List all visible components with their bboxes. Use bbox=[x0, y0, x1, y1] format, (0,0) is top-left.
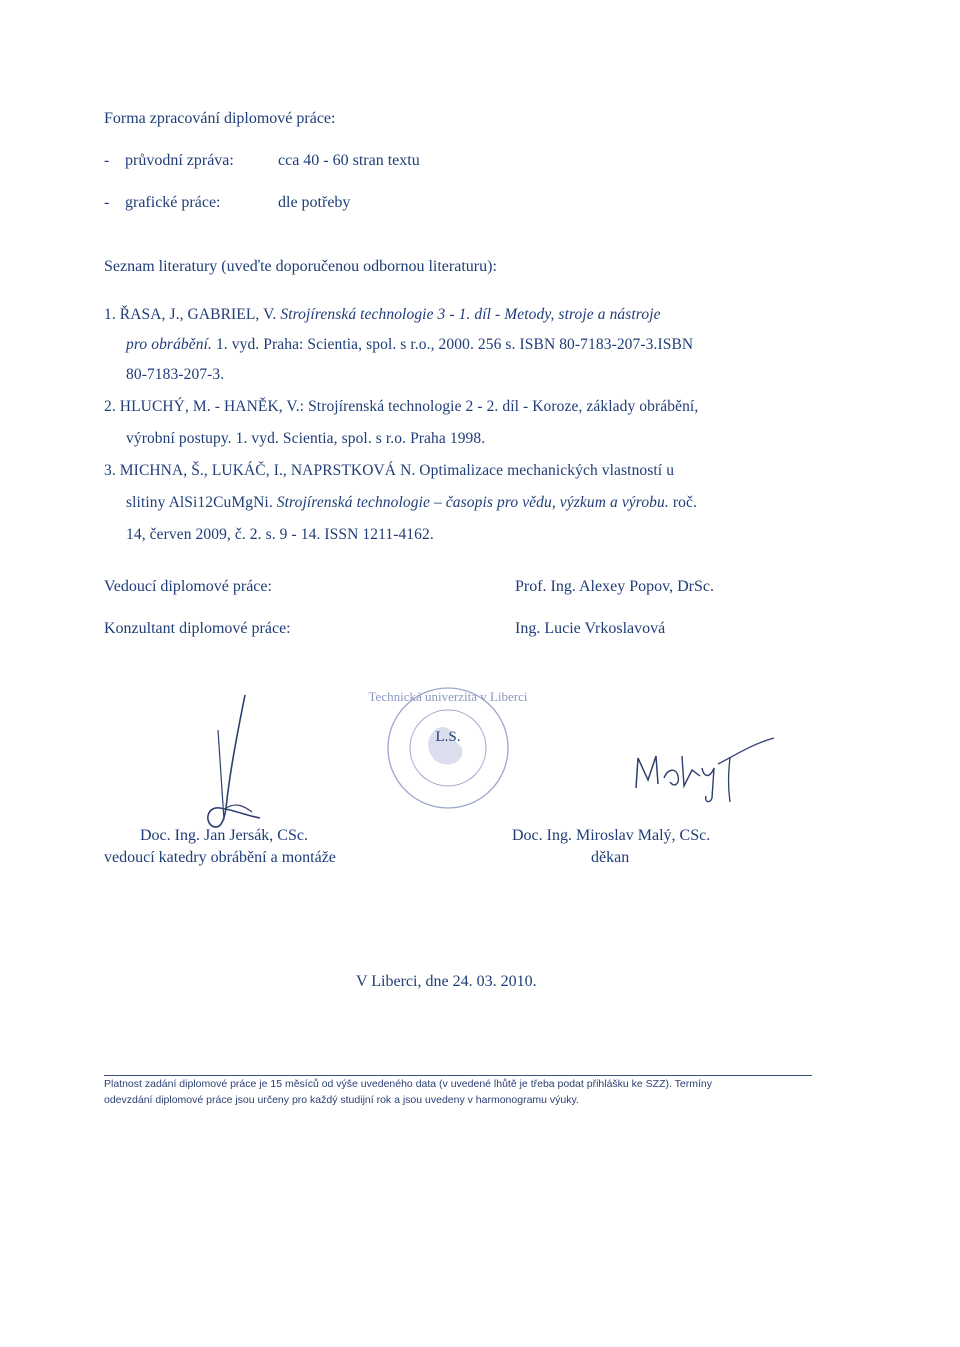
form-item-label: grafické práce: bbox=[125, 194, 221, 211]
supervisor-name: Prof. Ing. Alexey Popov, DrSc. bbox=[515, 578, 714, 595]
reference-1-line-2: pro obrábění. 1. vyd. Praha: Scientia, spol. s r.o., 2000. 256 s. ISBN 80-7183-207-3.ISBN bbox=[126, 336, 694, 353]
reference-2-line-2: výrobní postupy. 1. vyd. Scientia, spol. s r.o. Praha 1998. bbox=[126, 430, 486, 447]
signature-left bbox=[190, 690, 280, 840]
consultant-label: Konzultant diplomové práce: bbox=[104, 620, 291, 637]
university-seal bbox=[368, 683, 528, 813]
reference-3-line-1: 3. MICHNA, Š., LUKÁČ, I., NAPRSTKOVÁ N. Optimalizace mechanických vlastností u bbox=[104, 462, 675, 479]
consultant-name: Ing. Lucie Vrkoslavová bbox=[515, 620, 666, 637]
seal-ls-label: L.S. bbox=[435, 729, 461, 745]
signatory-left-role: vedoucí katedry obrábění a montáže bbox=[104, 849, 336, 866]
form-title: Forma zpracování diplomové práce: bbox=[104, 110, 336, 127]
place-date: V Liberci, dne 24. 03. 2010. bbox=[356, 973, 537, 990]
footnote-divider bbox=[104, 1075, 812, 1076]
signatory-right-role: děkan bbox=[591, 849, 630, 866]
form-item-bullet: - bbox=[104, 194, 110, 211]
seal-text: Technická univerzita v Liberci bbox=[368, 689, 528, 704]
form-item-bullet: - bbox=[104, 152, 110, 169]
reference-3-line-3: 14, červen 2009, č. 2. s. 9 - 14. ISSN 1211-4162. bbox=[126, 526, 434, 543]
form-item-value: dle potřeby bbox=[278, 194, 351, 211]
supervisor-label: Vedoucí diplomové práce: bbox=[104, 578, 272, 595]
form-item-value: cca 40 - 60 stran textu bbox=[278, 152, 420, 169]
reference-2-line-1: 2. HLUCHÝ, M. - HANĚK, V.: Strojírenská technologie 2 - 2. díl - Koroze, základy obrábění, bbox=[104, 398, 699, 415]
footnote-line-2: odevzdání diplomové práce jsou určeny pro každý studijní rok a jsou uvedeny v harmonogramu výuky. bbox=[104, 1094, 579, 1106]
reference-1-line-3: 80-7183-207-3. bbox=[126, 366, 225, 383]
reference-3-line-2: slitiny AlSi12CuMgNi. Strojírenská technologie – časopis pro vědu, výzkum a výrobu. roč. bbox=[126, 494, 697, 511]
footnote-line-1: Platnost zadání diplomové práce je 15 měsíců od výše uvedeného data (v uvedené lhůtě je třeba podat přihlášku ke SZZ). Termíny bbox=[104, 1078, 712, 1090]
signature-right bbox=[630, 728, 780, 808]
reference-1-line-1: 1. ŘASA, J., GABRIEL, V. Strojírenská technologie 3 - 1. díl - Metody, stroje a nástroje bbox=[104, 306, 661, 323]
signatory-left-name: Doc. Ing. Jan Jersák, CSc. bbox=[140, 827, 308, 844]
signatory-right-name: Doc. Ing. Miroslav Malý, CSc. bbox=[512, 827, 711, 844]
literature-heading: Seznam literatury (uveďte doporučenou odbornou literaturu): bbox=[104, 258, 497, 275]
form-item-label: průvodní zpráva: bbox=[125, 152, 234, 169]
